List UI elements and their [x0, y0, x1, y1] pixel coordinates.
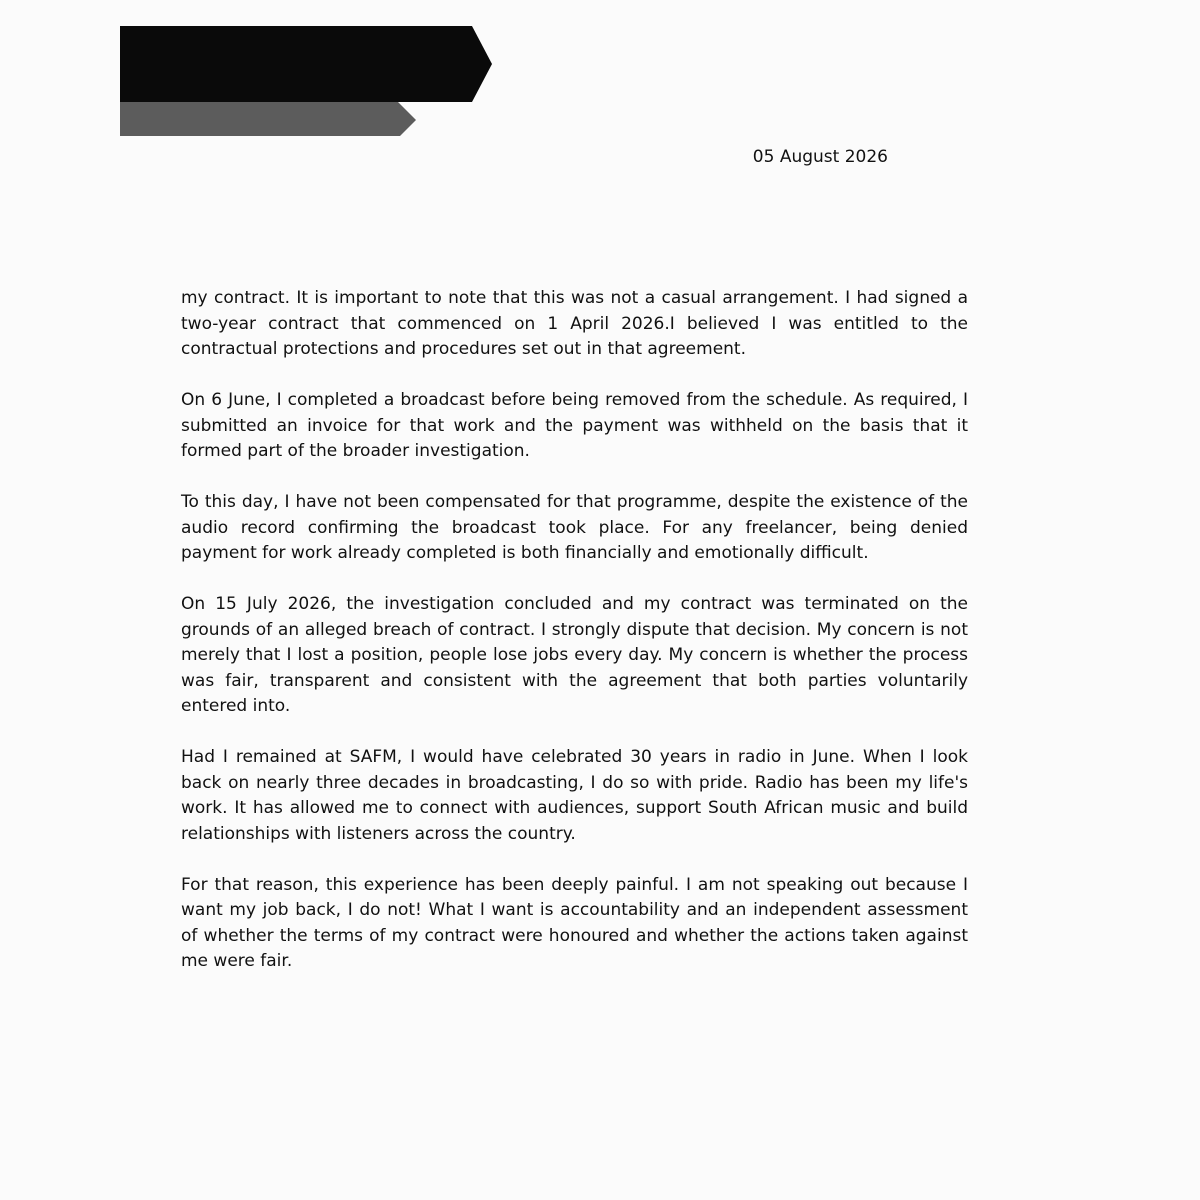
paragraph-broadcast: On 6 June, I completed a broadcast before being removed from the schedule. As required, I submitted an invoice for that work and the payment was withheld on the basis that it formed part of the broader investigation. [181, 390, 968, 461]
letter-body [181, 286, 968, 975]
paragraph-contract: my contract. It is important to note that this was not a casual arrangement. I had signed a two-year contract that commenced on 1 April 2026.I believed I was entitled to the contractual protections and procedures set out in that agreement. [181, 288, 968, 359]
paragraph-termination: On 15 July 2026, the investigation concluded and my contract was terminated on the grounds of an alleged breach of contract. I strongly dispute that decision. My concern is not merely that I lost a position, people lose jobs every day. My concern is whether the process was fair, transparent and consistent with the agreement that both parties voluntarily entered into. [181, 594, 968, 716]
paragraph-accountability: For that reason, this experience has been deeply painful. I am not speaking out because I want my job back, I do not! What I want is accountability and an independent assessment of whether the terms of my contract were honoured and whether the actions taken against me were fair. [181, 874, 968, 971]
banner-dark-stripe [120, 26, 492, 102]
paragraph-career: Had I remained at SAFM, I would have celebrated 30 years in radio in June. When I look back on nearly three decades in broadcasting, I do so with pride. Radio has been my life's work. It has allowed me to connect with audiences, support South African music and build relationships with listeners across the country. [181, 747, 968, 844]
banner-grey-stripe [120, 102, 416, 136]
letterhead-banner [120, 26, 492, 138]
letter-date: 05 August 2026 [752, 147, 888, 167]
paragraph-compensation: To this day, I have not been compensated for that programme, despite the existence of the audio record confirming the broadcast took place. For any freelancer, being denied payment for work already completed is both financially and emotionally difficult. [181, 492, 968, 563]
